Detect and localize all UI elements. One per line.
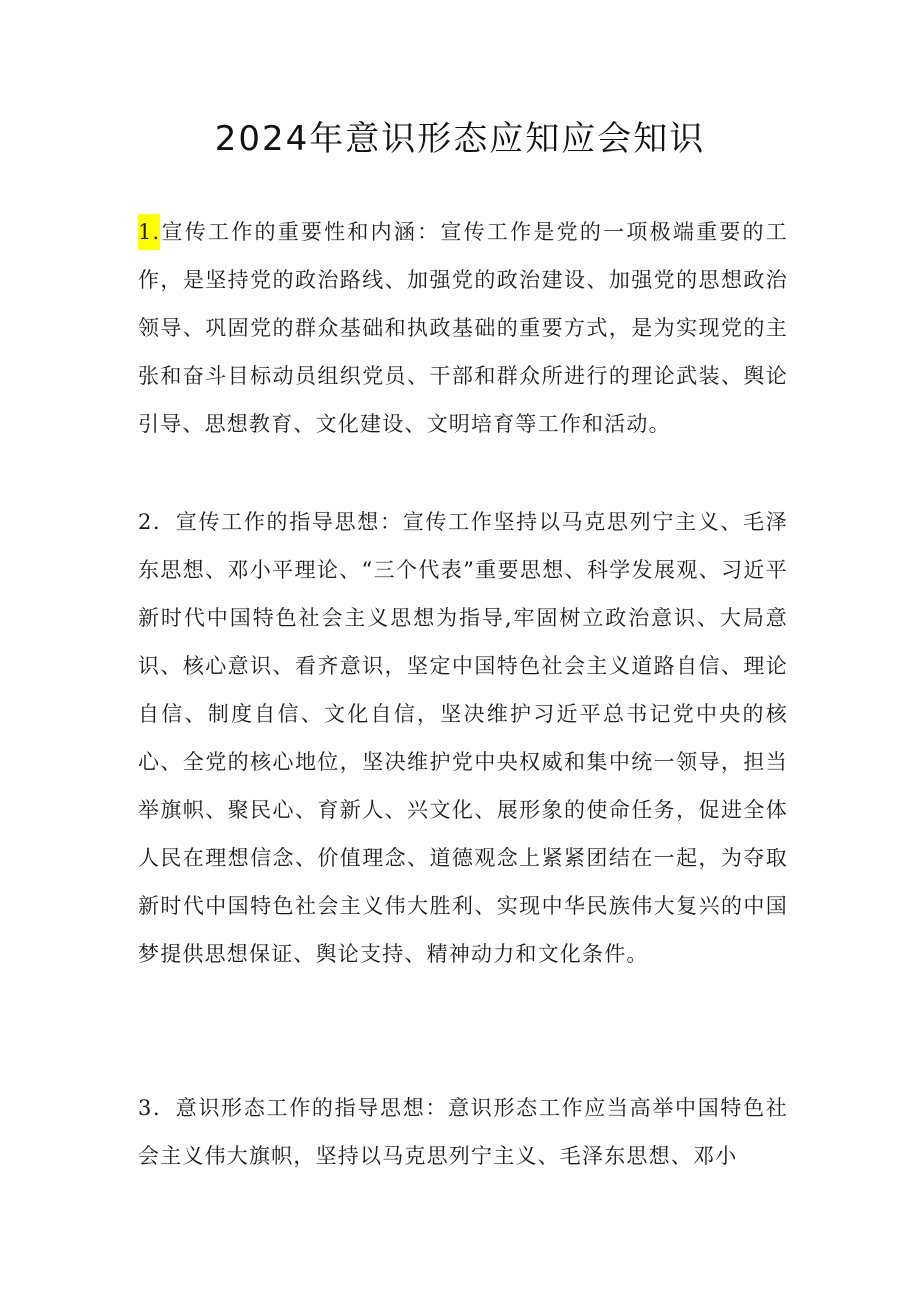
paragraph-2-number: 2． xyxy=(138,510,176,534)
paragraph-3-number: 3． xyxy=(138,1096,176,1120)
paragraph-3-text: 意识形态工作的指导思想：意识形态工作应当高举中国特色社会主义伟大旗帜，坚持以马克思列宁主义、毛泽东思想、邓小 xyxy=(138,1096,788,1168)
paragraph-3 xyxy=(138,1084,788,1180)
paragraph-2-text: 宣传工作的指导思想：宣传工作坚持以马克思列宁主义、毛泽东思想、邓小平理论、“三个代表”重要思想、科学发展观、习近平新时代中国特色社会主义思想为指导,牢固树立政治意识、大局意识、核心意识、看齐意识，坚定中国特色社会主义道路自信、理论自信、制度自信、文化自信，坚决维护习近平总书记党中央的核心、全党的核心地位，坚决维护党中央权威和集中统一领导，担当举旗帜、聚民心、育新人、兴文化、展形象的使命任务，促进全体人民在理想信念、价值理念、道德观念上紧紧团结在一起，为夺取新时代中国特色社会主义伟大胜利、实现中华民族伟大复兴的中国梦提供思想保证、舆论支持、精神动力和文化条件。 xyxy=(138,510,788,966)
paragraph-1-number: 1. xyxy=(138,214,160,250)
paragraph-1 xyxy=(138,208,788,448)
paragraph-1-text: 宣传工作的重要性和内涵：宣传工作是党的一项极端重要的工作，是坚持党的政治路线、加强党的政治建设、加强党的思想政治领导、巩固党的群众基础和执政基础的重要方式，是为实现党的主张和奋斗目标动员组织党员、干部和群众所进行的理论武装、舆论引导、思想教育、文化建设、文明培育等工作和活动。 xyxy=(138,220,788,436)
paragraph-2 xyxy=(138,498,788,978)
document-title: 2024年意识形态应知应会知识 xyxy=(214,119,706,159)
